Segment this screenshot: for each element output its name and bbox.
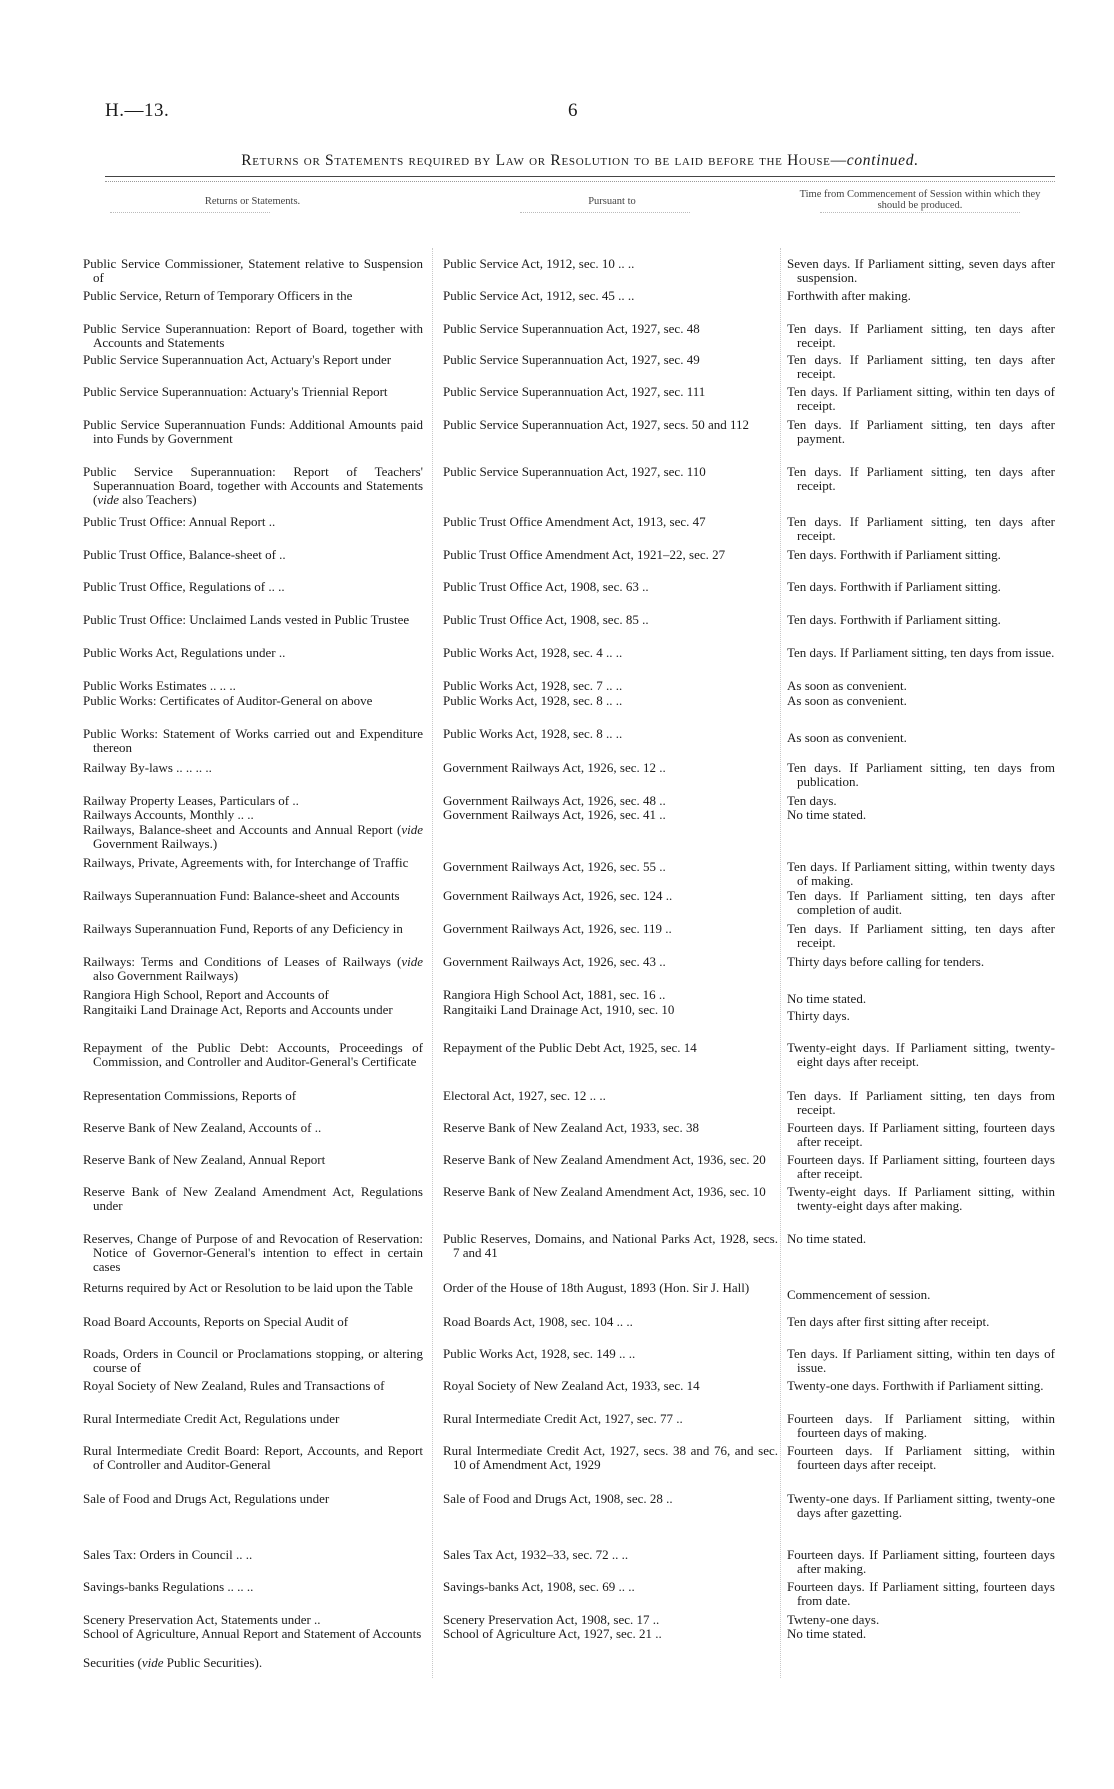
- row-returns: Railways Accounts, Monthly .. ..: [83, 807, 254, 822]
- italic-vide: vide: [97, 492, 119, 508]
- row-returns: Public Service, Return of Temporary Officers in the: [83, 288, 353, 303]
- row-time: Fourteen days. If Parliament sitting, fourteen days after receipt.: [787, 1120, 1055, 1150]
- row-returns: Public Trust Office, Balance-sheet of ..: [83, 547, 286, 562]
- row-returns: Public Trust Office, Regulations of .. ..: [83, 579, 285, 594]
- row-returns: Roads, Orders in Council or Proclamations stopping, or altering course of: [83, 1346, 423, 1376]
- row-time: Ten days after first sitting after receipt.: [787, 1314, 990, 1329]
- row-returns: Rangiora High School, Report and Accounts of: [83, 987, 329, 1002]
- row-pursuant: Public Service Superannuation Act, 1927, sec. 111: [443, 384, 706, 399]
- row-time: Ten days. If Parliament sitting, ten days after receipt.: [787, 921, 1055, 951]
- row-pursuant: Public Trust Office Act, 1908, sec. 63 ..: [443, 579, 649, 594]
- column-header-returns: Returns or Statements.: [204, 196, 301, 207]
- row-returns: Sales Tax: Orders in Council .. ..: [83, 1547, 253, 1562]
- row-pursuant: Public Service Act, 1912, sec. 45 .. ..: [443, 288, 635, 303]
- row-pursuant: Scenery Preservation Act, 1908, sec. 17 ..: [443, 1612, 660, 1627]
- row-returns: Public Works: Statement of Works carried out and Expenditure thereon: [83, 726, 423, 756]
- header-separator: [820, 212, 1020, 213]
- row-time: Ten days. If Parliament sitting, ten days from publication.: [787, 760, 1055, 790]
- row-time: Seven days. If Parliament sitting, seven days after suspension.: [787, 256, 1055, 286]
- row-returns: Reserves, Change of Purpose of and Revocation of Reservation: Notice of Governor-General's intention to effect in certain cases: [83, 1231, 423, 1275]
- row-pursuant: Sales Tax Act, 1932–33, sec. 72 .. ..: [443, 1547, 629, 1562]
- row-returns: Reserve Bank of New Zealand Amendment Act, Regulations under: [83, 1184, 423, 1214]
- row-returns: Representation Commissions, Reports of: [83, 1088, 297, 1103]
- row-returns: Public Service Commissioner, Statement relative to Suspension of: [83, 256, 423, 286]
- row-pursuant: Savings-banks Act, 1908, sec. 69 .. ..: [443, 1579, 635, 1594]
- row-pursuant: Public Service Superannuation Act, 1927, sec. 49: [443, 352, 700, 367]
- row-returns: Reserve Bank of New Zealand, Annual Report: [83, 1152, 326, 1167]
- row-pursuant: Royal Society of New Zealand Act, 1933, sec. 14: [443, 1378, 700, 1393]
- row-time: Twteny-one days.: [787, 1612, 880, 1627]
- row-pursuant: Reserve Bank of New Zealand Act, 1933, sec. 38: [443, 1120, 699, 1135]
- row-pursuant: Public Service Superannuation Act, 1927, sec. 48: [443, 321, 700, 336]
- row-time: Fourteen days. If Parliament sitting, fourteen days after receipt.: [787, 1152, 1055, 1182]
- row-returns: Railways Superannuation Fund: Balance-sheet and Accounts: [83, 888, 400, 903]
- row-time: Forthwith after making.: [787, 288, 911, 303]
- row-time: Fourteen days. If Parliament sitting, within fourteen days after receipt.: [787, 1443, 1055, 1473]
- row-returns: Public Service Superannuation: Actuary's Triennial Report: [83, 384, 388, 399]
- row-time: As soon as convenient.: [787, 693, 907, 708]
- row-returns: Royal Society of New Zealand, Rules and Transactions of: [83, 1378, 385, 1393]
- row-time: Twenty-eight days. If Parliament sitting, within twenty-eight days after making.: [787, 1184, 1055, 1214]
- row-time: Ten days. If Parliament sitting, ten days after receipt.: [787, 514, 1055, 544]
- title-rule: [105, 176, 1055, 177]
- row-time: Ten days. If Parliament sitting, ten days from receipt.: [787, 1088, 1055, 1118]
- row-time: Ten days. Forthwith if Parliament sitting.: [787, 547, 1001, 562]
- row-returns: Railway By-laws .. .. .. ..: [83, 760, 212, 775]
- row-time: No time stated.: [787, 807, 867, 822]
- row-returns: School of Agriculture, Annual Report and Statement of Accounts: [83, 1626, 422, 1641]
- row-time: Ten days. If Parliament sitting, ten days after receipt.: [787, 321, 1055, 351]
- row-time: Ten days. If Parliament sitting, within ten days of receipt.: [787, 384, 1055, 414]
- page-title-continued: continued.: [846, 152, 919, 169]
- row-returns: Public Service Superannuation: Report of Board, together with Accounts and Statements: [83, 321, 423, 351]
- row-pursuant: Public Reserves, Domains, and National Parks Act, 1928, secs. 7 and 41: [443, 1231, 778, 1261]
- italic-vide: vide: [401, 954, 423, 969]
- row-time: No time stated.: [787, 1231, 867, 1246]
- italic-vide: vide: [401, 822, 423, 837]
- row-pursuant: Public Service Superannuation Act, 1927, secs. 50 and 112: [443, 417, 750, 432]
- row-returns: Public Works Estimates .. .. ..: [83, 678, 236, 693]
- row-returns: Public Service Superannuation Funds: Additional Amounts paid into Funds by Government: [83, 417, 423, 447]
- row-pursuant: Road Boards Act, 1908, sec. 104 .. ..: [443, 1314, 633, 1329]
- row-time: Ten days. If Parliament sitting, ten days after receipt.: [787, 464, 1055, 494]
- row-returns: Rangitaiki Land Drainage Act, Reports and Accounts under: [83, 1002, 393, 1017]
- row-pursuant: Electoral Act, 1927, sec. 12 .. ..: [443, 1088, 606, 1103]
- row-pursuant: School of Agriculture Act, 1927, sec. 21 ..: [443, 1626, 662, 1641]
- row-pursuant: Government Railways Act, 1926, sec. 43 ..: [443, 954, 666, 969]
- row-returns: Reserve Bank of New Zealand, Accounts of ..: [83, 1120, 322, 1135]
- row-time: Ten days. If Parliament sitting, ten days after completion of audit.: [787, 888, 1055, 918]
- row-returns: Public Service Superannuation Act, Actuary's Report under: [83, 352, 392, 367]
- row-time: Fourteen days. If Parliament sitting, fourteen days after making.: [787, 1547, 1055, 1577]
- row-returns: Repayment of the Public Debt: Accounts, Proceedings of Commission, and Controller and Auditor-General's Certificate: [83, 1040, 423, 1070]
- row-pursuant: Sale of Food and Drugs Act, 1908, sec. 28 ..: [443, 1491, 673, 1506]
- row-pursuant: Order of the House of 18th August, 1893 (Hon. Sir J. Hall): [443, 1280, 750, 1295]
- page-number: 6: [568, 100, 578, 121]
- row-returns: Securities (vide Public Securities).: [83, 1655, 263, 1670]
- row-time: Commencement of session.: [787, 1287, 931, 1302]
- row-time: No time stated.: [787, 1626, 867, 1641]
- row-returns: Public Service Superannuation: Report of Teachers' Superannuation Board, together with Accounts and Statements (vide also Teachers): [83, 464, 423, 508]
- row-time: Ten days.: [787, 793, 837, 808]
- italic-vide: vide: [141, 1655, 164, 1670]
- row-time: Twenty-one days. Forthwith if Parliament sitting.: [787, 1378, 1044, 1393]
- row-returns: Railways, Balance-sheet and Accounts and Annual Report (vide Government Railways.): [83, 822, 423, 852]
- row-pursuant: Rangiora High School Act, 1881, sec. 16 ..: [443, 987, 666, 1002]
- row-returns: Railways Superannuation Fund, Reports of any Deficiency in: [83, 921, 403, 936]
- row-returns: Savings-banks Regulations .. .. ..: [83, 1579, 254, 1594]
- row-pursuant: Repayment of the Public Debt Act, 1925, sec. 14: [443, 1040, 697, 1055]
- row-time: Fourteen days. If Parliament sitting, within fourteen days of making.: [787, 1411, 1055, 1441]
- row-pursuant: Public Works Act, 1928, sec. 149 .. ..: [443, 1346, 636, 1361]
- row-pursuant: Government Railways Act, 1926, sec. 48 ..: [443, 793, 666, 808]
- row-returns: Sale of Food and Drugs Act, Regulations under: [83, 1491, 330, 1506]
- row-time: Fourteen days. If Parliament sitting, fourteen days from date.: [787, 1579, 1055, 1609]
- row-time: Ten days. If Parliament sitting, within twenty days of making.: [787, 859, 1055, 889]
- row-time: Ten days. If Parliament sitting, ten days from issue.: [787, 645, 1055, 660]
- row-returns: Rural Intermediate Credit Board: Report, Accounts, and Report of Controller and Auditor-General: [83, 1443, 423, 1473]
- row-returns: Railways: Terms and Conditions of Leases of Railways (vide also Government Railways): [83, 954, 423, 984]
- row-returns: Scenery Preservation Act, Statements under ..: [83, 1612, 321, 1627]
- row-pursuant: Rural Intermediate Credit Act, 1927, secs. 38 and 76, and sec. 10 of Amendment Act, 1929: [443, 1443, 778, 1473]
- row-pursuant: Government Railways Act, 1926, sec. 119 ..: [443, 921, 672, 936]
- row-pursuant: Public Works Act, 1928, sec. 8 .. ..: [443, 693, 623, 708]
- row-time: As soon as convenient.: [787, 678, 907, 693]
- row-time: Ten days. Forthwith if Parliament sitting.: [787, 612, 1001, 627]
- row-pursuant: Public Service Superannuation Act, 1927, sec. 110: [443, 464, 706, 479]
- column-header-time: Time from Commencement of Session within which they should be produced.: [799, 189, 1041, 211]
- row-time: Thirty days before calling for tenders.: [787, 954, 985, 969]
- row-pursuant: Public Works Act, 1928, sec. 7 .. ..: [443, 678, 623, 693]
- row-time: Thirty days.: [787, 1008, 850, 1023]
- row-pursuant: Reserve Bank of New Zealand Amendment Act, 1936, sec. 10: [443, 1184, 766, 1199]
- page-title-text: Returns or Statements required by Law or Resolution to be laid before the House—: [241, 152, 847, 169]
- row-time: Ten days. If Parliament sitting, within ten days of issue.: [787, 1346, 1055, 1376]
- row-time: Twenty-one days. If Parliament sitting, twenty-one days after gazetting.: [787, 1491, 1055, 1521]
- row-pursuant: Government Railways Act, 1926, sec. 55 ..: [443, 859, 666, 874]
- column-divider: [432, 248, 433, 1678]
- row-returns: Railway Property Leases, Particulars of ..: [83, 793, 299, 808]
- row-pursuant: Rangitaiki Land Drainage Act, 1910, sec. 10: [443, 1002, 675, 1017]
- row-returns: Rural Intermediate Credit Act, Regulations under: [83, 1411, 340, 1426]
- row-time: Ten days. Forthwith if Parliament sitting.: [787, 579, 1001, 594]
- row-pursuant: Public Trust Office Amendment Act, 1913, sec. 47: [443, 514, 706, 529]
- page-title: [105, 152, 1055, 170]
- row-returns: Public Trust Office: Unclaimed Lands vested in Public Trustee: [83, 612, 410, 627]
- column-header-pursuant: Pursuant to: [588, 196, 636, 207]
- page-code: H.—13.: [105, 100, 170, 121]
- row-pursuant: Public Service Act, 1912, sec. 10 .. ..: [443, 256, 635, 271]
- column-divider: [780, 248, 781, 1678]
- row-time: Ten days. If Parliament sitting, ten days after payment.: [787, 417, 1055, 447]
- row-pursuant: Government Railways Act, 1926, sec. 124 ..: [443, 888, 673, 903]
- row-returns: Returns required by Act or Resolution to be laid upon the Table: [83, 1280, 413, 1295]
- row-pursuant: Rural Intermediate Credit Act, 1927, sec. 77 ..: [443, 1411, 683, 1426]
- row-pursuant: Government Railways Act, 1926, sec. 12 ..: [443, 760, 666, 775]
- row-pursuant: Public Trust Office Amendment Act, 1921–22, sec. 27: [443, 547, 726, 562]
- row-pursuant: Public Works Act, 1928, sec. 4 .. ..: [443, 645, 623, 660]
- row-pursuant: Public Trust Office Act, 1908, sec. 85 ..: [443, 612, 649, 627]
- row-pursuant: Public Works Act, 1928, sec. 8 .. ..: [443, 726, 623, 741]
- row-pursuant: Government Railways Act, 1926, sec. 41 ..: [443, 807, 666, 822]
- row-returns: Public Works: Certificates of Auditor-General on above: [83, 693, 373, 708]
- row-time: Ten days. If Parliament sitting, ten days after receipt.: [787, 352, 1055, 382]
- row-returns: Road Board Accounts, Reports on Special Audit of: [83, 1314, 349, 1329]
- title-rule-dotted: [105, 181, 1055, 182]
- row-time: As soon as convenient.: [787, 730, 907, 745]
- row-returns: Public Works Act, Regulations under ..: [83, 645, 286, 660]
- row-time: No time stated.: [787, 991, 867, 1006]
- row-returns: Public Trust Office: Annual Report ..: [83, 514, 276, 529]
- header-separator: [110, 212, 270, 213]
- header-separator: [520, 212, 690, 213]
- row-time: Twenty-eight days. If Parliament sitting, twenty-eight days after receipt.: [787, 1040, 1055, 1070]
- row-pursuant: Reserve Bank of New Zealand Amendment Act, 1936, sec. 20: [443, 1152, 766, 1167]
- row-returns: Railways, Private, Agreements with, for Interchange of Traffic: [83, 855, 409, 870]
